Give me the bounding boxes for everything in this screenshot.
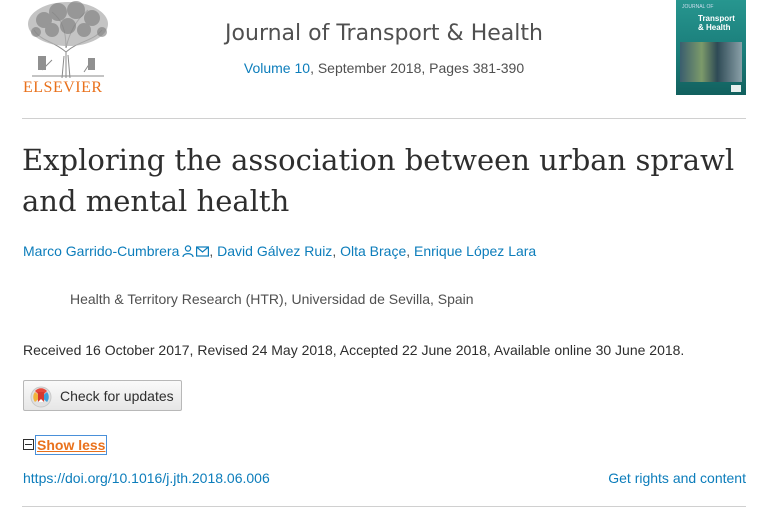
publisher-name: ELSEVIER bbox=[23, 79, 103, 96]
article-history-dates: Received 16 October 2017, Revised 24 May 2018, Accepted 22 June 2018, Available online 30 June 2018. bbox=[23, 342, 685, 358]
doi-link[interactable]: https://doi.org/10.1016/j.jth.2018.06.006 bbox=[23, 470, 270, 486]
journal-header bbox=[0, 0, 768, 118]
bottom-divider bbox=[22, 506, 746, 507]
issue-details: , September 2018, Pages 381-390 bbox=[310, 60, 525, 76]
cover-title-line: Transport bbox=[698, 14, 735, 23]
header-divider bbox=[22, 118, 746, 119]
author-separator: , bbox=[332, 243, 341, 259]
check-for-updates-label: Check for updates bbox=[60, 388, 174, 404]
author-link[interactable]: Marco Garrido-Cumbrera bbox=[23, 243, 180, 259]
crossmark-icon bbox=[30, 386, 52, 408]
show-less-link[interactable]: Show less bbox=[37, 437, 106, 453]
show-less-toggle bbox=[23, 437, 105, 453]
cover-photo-collage bbox=[680, 42, 742, 82]
envelope-icon[interactable] bbox=[196, 246, 209, 257]
author-separator: , bbox=[209, 243, 218, 259]
person-icon[interactable] bbox=[182, 245, 194, 257]
article-title: Exploring the association between urban sprawl and mental health bbox=[22, 143, 735, 218]
author-link[interactable]: Enrique López Lara bbox=[414, 243, 537, 259]
cover-badge bbox=[731, 85, 741, 92]
volume-link[interactable]: Volume 10 bbox=[243, 60, 311, 76]
author-link[interactable]: David Gálvez Ruiz bbox=[217, 243, 333, 259]
author-separator: , bbox=[406, 243, 415, 259]
journal-cover-image[interactable] bbox=[676, 0, 746, 95]
journal-title-link[interactable]: Journal of Transport & Health bbox=[225, 21, 543, 46]
minus-square-icon[interactable] bbox=[23, 439, 34, 450]
author-list bbox=[23, 243, 536, 259]
cover-title-line: & Health bbox=[698, 23, 731, 32]
author-contact-icons bbox=[182, 243, 209, 259]
get-rights-link[interactable]: Get rights and content bbox=[608, 470, 746, 486]
cover-title bbox=[698, 14, 735, 32]
author-link[interactable]: Olta Braçe bbox=[340, 243, 407, 259]
check-for-updates-button[interactable] bbox=[23, 380, 182, 411]
journal-issue-info bbox=[0, 60, 768, 76]
affiliation: Health & Territory Research (HTR), Universidad de Sevilla, Spain bbox=[70, 291, 474, 307]
cover-label: JOURNAL OF bbox=[682, 4, 714, 10]
